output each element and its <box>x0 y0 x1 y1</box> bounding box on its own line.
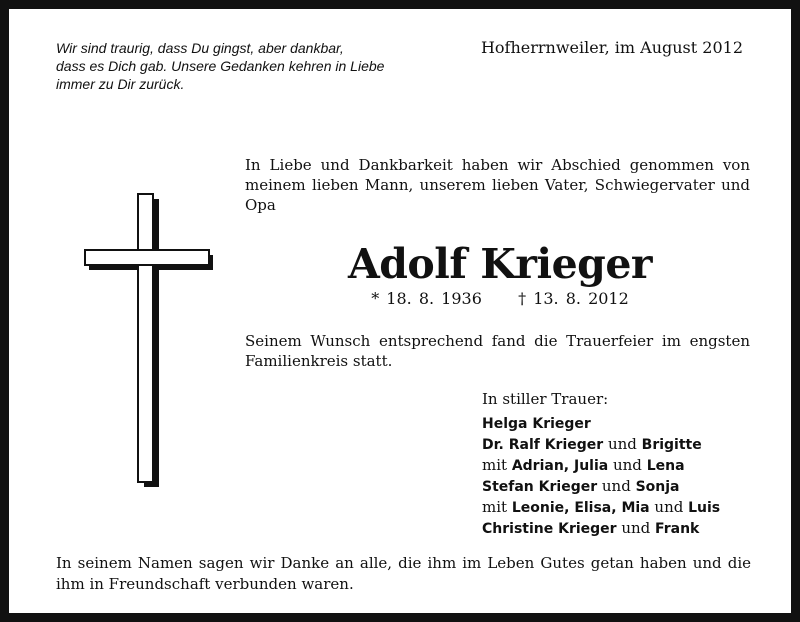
cross-icon <box>81 189 221 489</box>
mourner-row <box>482 455 720 476</box>
mourner-name: Dr. Ralf Krieger <box>482 437 604 453</box>
life-dates <box>245 289 755 309</box>
mourner-connector: und <box>597 477 636 495</box>
place-and-date: Hofherrnweiler, im August 2012 <box>480 38 743 57</box>
birth-symbol: * <box>371 289 380 308</box>
mourner-name: Lena <box>646 458 685 474</box>
mourner-name: Brigitte <box>641 437 702 453</box>
mourner-row <box>482 497 720 518</box>
birth-date: 18. 8. 1936 <box>386 289 482 308</box>
death-symbol: † <box>518 289 527 308</box>
funeral-note: Seinem Wunsch entsprechend fand die Trauerfeier im engsten Familienkreis statt. <box>245 332 750 370</box>
mourner-row <box>482 434 720 455</box>
mourner-name: Luis <box>688 500 721 516</box>
mourner-connector: und <box>649 498 689 516</box>
mourner-connector: mit <box>482 456 512 474</box>
mourner-name: Leonie, Elisa, Mia <box>511 500 650 516</box>
mourner-row <box>482 518 720 539</box>
mourner-connector: und <box>616 519 656 537</box>
motto-verse <box>56 39 456 93</box>
mourners-heading: In stiller Trauer: <box>482 390 609 408</box>
death-date: 13. 8. 2012 <box>533 289 629 308</box>
mourner-connector: und <box>608 456 647 474</box>
mourner-row <box>482 476 720 497</box>
mourner-name: Helga Krieger <box>482 416 591 432</box>
thanks-text: In seinem Namen sagen wir Danke an alle, die ihm im Leben Gutes getan haben und die ihm in Freundschaft verbunden waren. <box>56 554 751 593</box>
mourner-connector: mit <box>482 498 512 516</box>
motto-line: Wir sind traurig, dass Du gingst, aber dankbar, <box>56 40 344 56</box>
mourner-name: Sonja <box>635 479 680 495</box>
motto-line: dass es Dich gab. Unsere Gedanken kehren in Liebe <box>56 58 385 74</box>
mourner-list <box>482 413 720 539</box>
deceased-name: Adolf Krieger <box>347 240 653 288</box>
mourner-name: Christine Krieger <box>482 521 617 537</box>
mourner-name: Frank <box>655 521 700 537</box>
mourner-row <box>482 413 720 434</box>
mourner-connector: und <box>603 435 642 453</box>
motto-line: immer zu Dir zurück. <box>56 76 185 92</box>
mourner-name: Adrian, Julia <box>511 458 609 474</box>
mourner-name: Stefan Krieger <box>482 479 598 495</box>
intro-text: In Liebe und Dankbarkeit haben wir Abschied genommen von meinem lieben Mann, unserem lieben Vater, Schwiegervater und Opa <box>245 156 750 214</box>
